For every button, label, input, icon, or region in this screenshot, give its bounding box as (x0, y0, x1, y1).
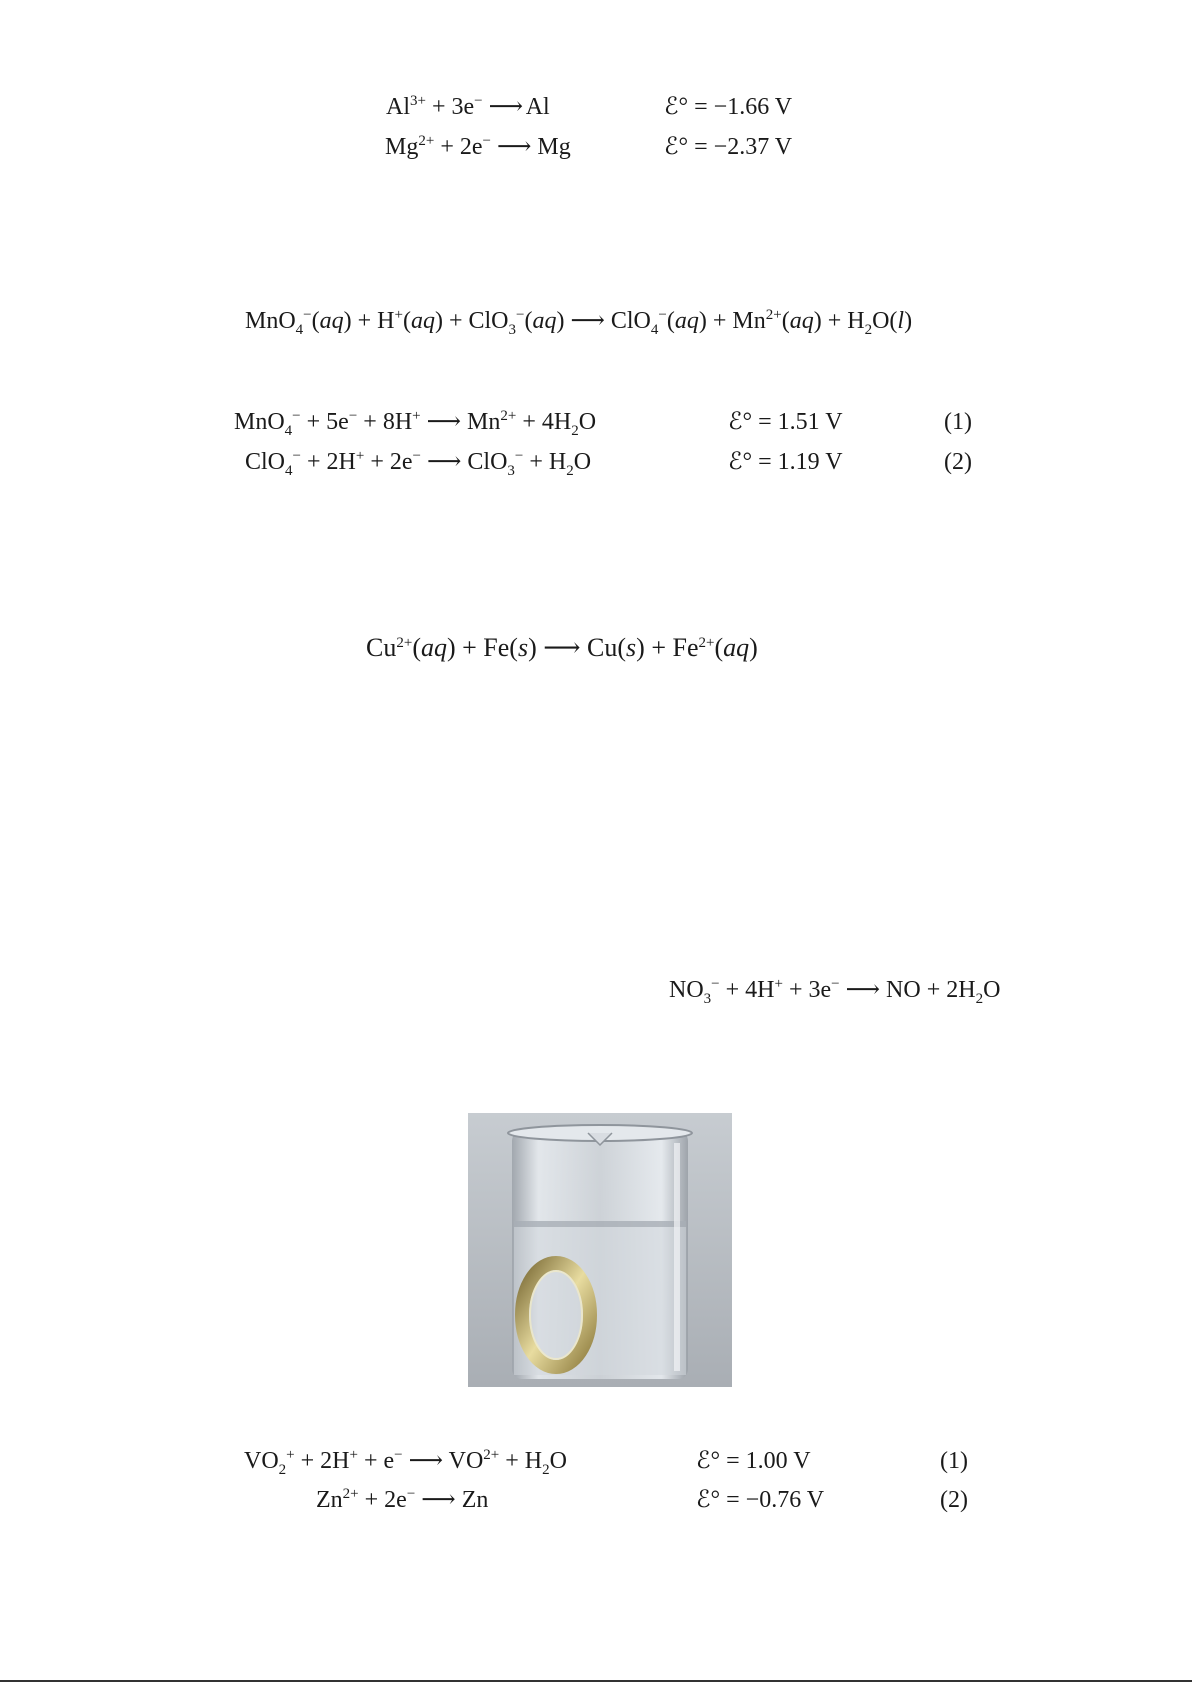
liquid-surface (514, 1221, 686, 1227)
page-bottom-border (0, 1680, 1192, 1682)
document-page: $Al^{3+} + 3e^-$ ⟶ Al ℰ° = −1.66 V $Mg^{2+} + 2e^-$ ⟶ Mg ℰ° = −2.37 V MnO$_4$−(aq) + H+(aq) + ClO$_3$−(aq) ⟶ $ClO_4^-(aq) + Mn^{2+}(aq) + H_2O(l)$ MnO$_4$− + 5e− + 8H+ ⟶ $Mn^{2+} + 4H_2O$ ℰ° = 1.51 V (1) ClO$_4$− + 2H+ + 2e− ⟶ $ClO_3^- + H_2O$ ℰ° = 1.19 V (2) $Cu^{2+}(aq) + Fe(s)$ ⟶ $Cu(s) + Fe^{2+}(aq)$ $NO_3^- + 4H^+ + 3e^-$ ⟶ NO + $2H_2O$ $VO_2^+ + 2H^+ + e^-$ ⟶ $VO^{2+} + H_2O$ ℰ° = 1.00 V (1) $Zn^{2+} + 2e^-$ ⟶ Zn ℰ° = −0.76 V (2) (0, 0, 1192, 1684)
ring-in-beaker-photo (468, 1113, 732, 1387)
glass-highlight (674, 1143, 680, 1371)
